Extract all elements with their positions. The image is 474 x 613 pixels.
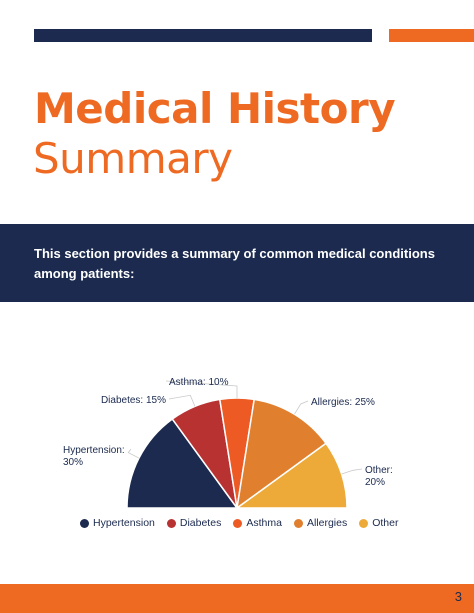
legend-item-diabetes bbox=[167, 517, 221, 529]
data-label-other: Other: 20% bbox=[365, 465, 393, 488]
page-title: Medical History bbox=[34, 84, 396, 133]
leader-line-other bbox=[342, 469, 362, 474]
medical-conditions-chart bbox=[0, 360, 474, 540]
legend-item-other bbox=[359, 517, 398, 529]
legend-swatch bbox=[233, 519, 242, 528]
page-subtitle: Summary bbox=[33, 134, 233, 183]
data-label-asthma: Asthma: 10% bbox=[169, 377, 229, 388]
legend-item-asthma bbox=[233, 517, 282, 529]
top-accent-bar-orange bbox=[389, 29, 474, 42]
legend-swatch bbox=[80, 519, 89, 528]
leader-line-diabetes bbox=[169, 395, 195, 406]
data-label-diabetes: Diabetes: 15% bbox=[100, 395, 166, 406]
legend-swatch bbox=[359, 519, 368, 528]
data-label-hypertension: Hypertension: 30% bbox=[63, 445, 125, 468]
legend-label: Allergies bbox=[306, 517, 348, 529]
legend-swatch bbox=[294, 519, 303, 528]
leader-line-allergies bbox=[294, 401, 308, 414]
top-accent-bar-navy bbox=[34, 29, 372, 42]
data-label-allergies: Allergies: 25% bbox=[311, 397, 375, 408]
intro-text: This section provides a summary of common medical conditions among patients: bbox=[34, 246, 435, 281]
page-number: 3 bbox=[454, 589, 462, 604]
legend-label: Other bbox=[372, 517, 399, 529]
legend-swatch bbox=[167, 519, 176, 528]
intro-band bbox=[0, 224, 474, 302]
legend-item-allergies bbox=[294, 517, 347, 529]
legend-item-hypertension bbox=[80, 517, 155, 529]
legend-label: Asthma bbox=[246, 517, 282, 529]
legend-label: Hypertension bbox=[93, 517, 155, 529]
chart-legend bbox=[80, 515, 410, 531]
footer-bar bbox=[0, 584, 474, 613]
leader-line-hypertension bbox=[128, 449, 139, 458]
legend-label: Diabetes bbox=[179, 517, 222, 529]
